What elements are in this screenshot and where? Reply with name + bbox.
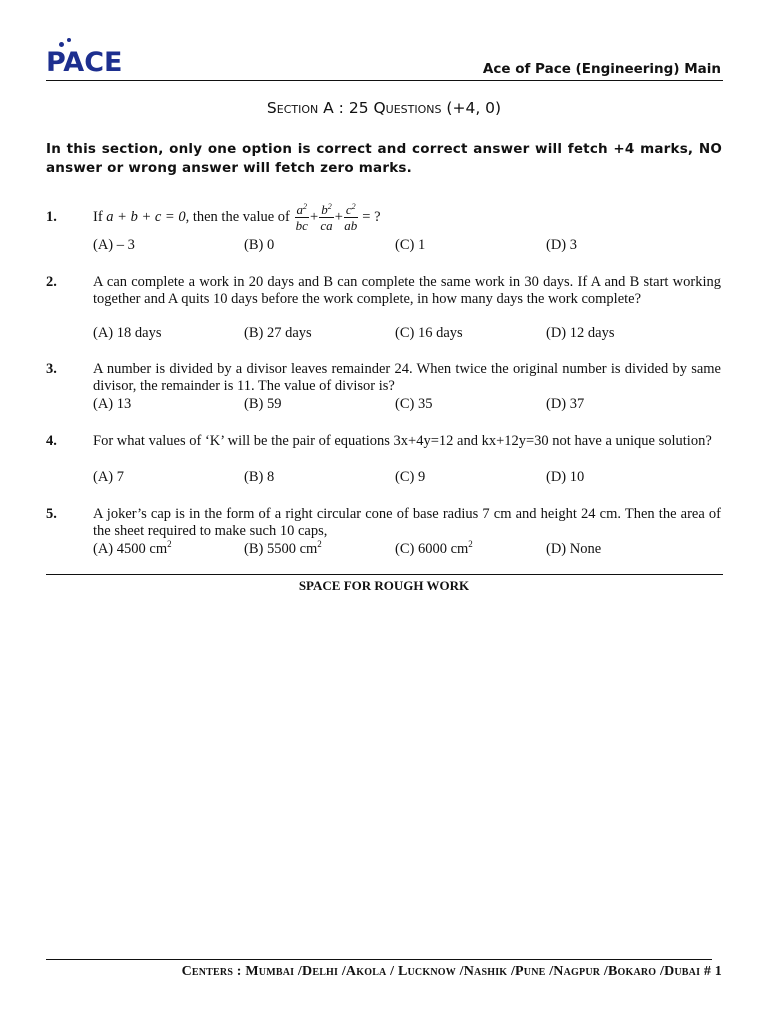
option-b: (B) 0 [244,237,275,253]
superscript: 2 [167,539,172,549]
option-c: (C) 16 days [395,325,463,341]
question-text: A number is divided by a divisor leaves remainder 24. When twice the original number is divided by same divisor, the remainder is 11. The value of divisor is? [93,361,721,394]
option-b: (B) 59 [244,396,282,412]
option-c [395,541,473,558]
option-label: (A) 4500 cm [93,541,168,557]
option-c: (C) 35 [395,396,433,412]
question-number: 4. [46,433,57,449]
options-row [93,396,721,414]
fraction-numerator: a [296,202,304,218]
option-b: (B) 8 [244,469,275,485]
option-c: (C) 1 [395,237,426,253]
option-d: (D) 10 [546,469,585,485]
option-a: (A) 18 days [93,325,162,341]
options-row [93,541,721,559]
section-title-text: Section A : 25 Questions (+4, 0) [266,99,502,117]
question-number: 3. [46,361,57,377]
fraction-numerator: b [321,202,328,218]
options-row [93,325,721,343]
page-number: # 1 [703,964,722,979]
fraction-a2-bc: $\frac{a^2}{bc}$ [295,202,308,234]
question-number: 1. [46,209,57,225]
question-number: 2. [46,274,57,290]
question-number: 5. [46,506,57,522]
superscript: 2 [468,539,473,549]
rough-work-divider [46,574,723,575]
option-c: (C) 9 [395,469,426,485]
rough-work-label: SPACE FOR ROUGH WORK [298,578,470,593]
logo-dot [67,38,71,42]
question-text: If a + b + c = 0, then the value of $\frac{a^2}{bc}$ + $\frac{b^2}{ca}$ + $\frac{c^2}{ab}$ = ? [93,202,381,234]
section-instruction: In this section, only one option is correct and correct answer will fetch +4 marks, NO answer or wrong answer will fetch zero marks. [46,141,722,176]
fraction-denominator: ca [320,218,333,234]
question-condition: a + b + c = 0 [106,209,186,225]
option-a [93,541,172,558]
pace-logo [46,42,128,78]
footer-centers: Centers : Mumbai /Delhi /Akola / Lucknow /Nashik /Pune /Nagpur /Bokaro /Dubai [181,964,701,979]
footer-divider [46,959,712,960]
superscript: 2 [317,539,322,549]
fraction-denominator: ab [344,218,358,234]
header-title: Ace of Pace (Engineering) Main [482,61,721,77]
question-text: A joker’s cap is in the form of a right circular cone of base radius 7 cm and height 24 cm. Then the area of the sheet required to make such 10 caps, [93,506,721,539]
header-divider [46,80,723,81]
option-a: (A) 13 [93,396,132,412]
fraction-c2-ab: $\frac{c^2}{ab}$ [344,202,358,234]
fraction-numerator: c [345,202,352,218]
option-d: (D) None [546,541,602,557]
option-b: (B) 27 days [244,325,312,341]
option-b [244,541,322,558]
question-text: For what values of ‘K’ will be the pair of equations 3x+4y=12 and kx+12y=30 not have a unique solution? [93,433,712,449]
option-d: (D) 37 [546,396,585,412]
options-row [93,469,721,487]
option-label: (B) 5500 cm [244,541,318,557]
fraction-b2-ca: $\frac{b^2}{ca}$ [320,202,333,234]
question-text-prefix: If [93,209,103,225]
options-row [93,237,721,255]
option-label: (C) 6000 cm [395,541,469,557]
logo-text: PACE [46,47,123,78]
option-d: (D) 12 days [546,325,615,341]
section-title [0,99,768,117]
option-d: (D) 3 [546,237,578,253]
option-a: (A) – 3 [93,237,135,253]
question-text: A can complete a work in 20 days and B can complete the same work in 30 days. If A and B start working together and A quits 10 days before the work complete, in how many days the work complete? [93,274,721,307]
footer [46,964,722,980]
option-a: (A) 7 [93,469,125,485]
fraction-denominator: bc [295,218,308,234]
question-text-suffix: = ? [362,209,381,225]
question-text-mid: , then the value of [185,209,290,225]
